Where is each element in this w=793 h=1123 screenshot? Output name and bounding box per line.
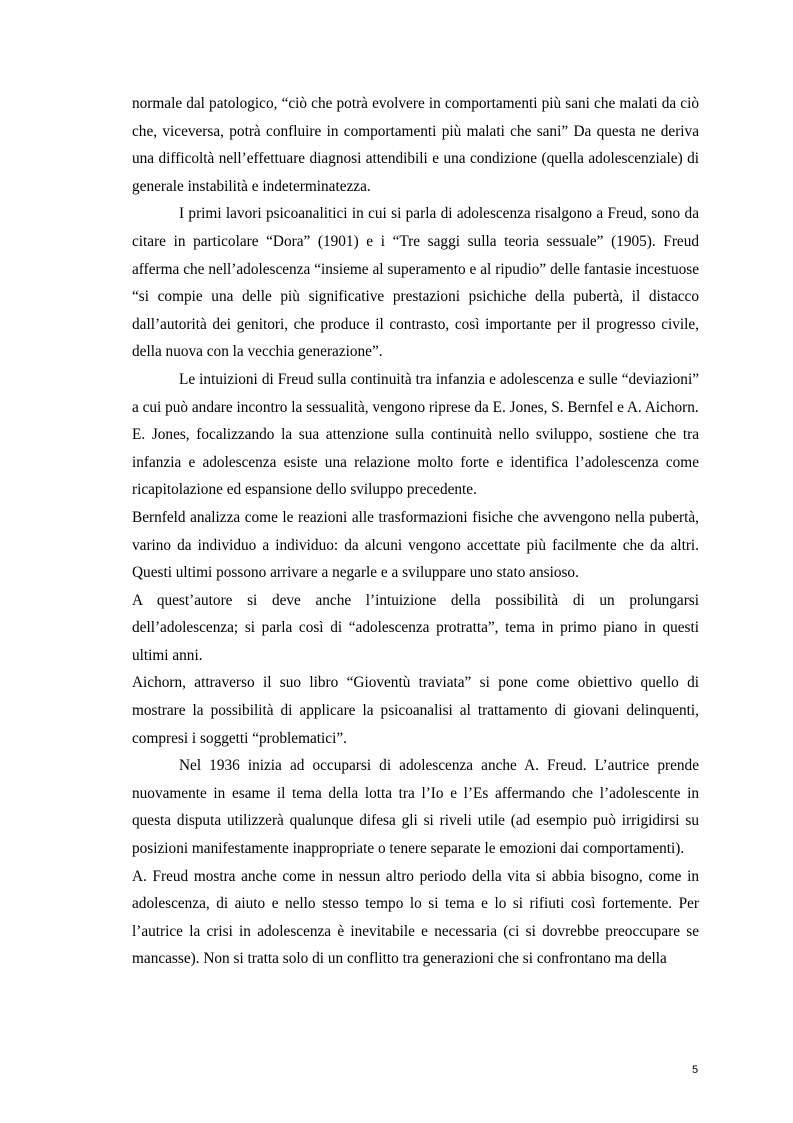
paragraph-adolescenza-protratta: A quest’autore si deve anche l’intuizione della possibilità di un prolungarsi dell’adolescenza; si parla così di “adolescenza protratta”, tema in primo piano in questi ultimi anni. [132,591,699,664]
paragraph-intuizioni-di-freud: Le intuizioni di Freud sulla continuità tra infanzia e adolescenza e sulle “deviazioni” a cui può andare incontro la sessualità, vengono riprese da E. Jones, S. Bernfel e A. Aichorn. [132,370,699,416]
paragraph-e-jones: E. Jones, focalizzando la sua attenzione sulla continuità nello sviluppo, sostiene che tra infanzia e adolescenza esiste una relazione molto forte e identifica l’adolescenza come ricapitolazione ed espansione dello sviluppo precedente. [132,426,699,499]
paragraph-normale-dal-patologico: normale dal patologico, “ciò che potrà evolvere in comportamenti più sani che malati da ciò che, viceversa, potrà confluire in comportamenti più malati che sani” Da questa ne deriva una difficoltà nell’effettuare diagnosi attendibili e una condizione (quella adolescenziale) di generale instabilità e indeterminatezza. [132,95,699,195]
paragraph-primi-lavori-freud: I primi lavori psicoanalitici in cui si parla di adolescenza risalgono a Freud, sono da citare in particolare “Dora” (1901) e i “Tre saggi sulla teoria sessuale” (1905). Freud afferma che nell’adolescenza “insieme al superamento e al ripudio” delle fantasie incestuose “si compie una delle più significative prestazioni psichiche della pubertà, il distacco dall’autorità dei genitori, che produce il contrasto, così importante per il progresso civile, della nuova con la vecchia generazione”. [132,205,699,361]
paragraph-a-freud-crisi: A. Freud mostra anche come in nessun altro periodo della vita si abbia bisogno, come in adolescenza, di aiuto e nello stesso tempo lo si tema e lo si rifiuti così fortemente. Per l’autrice la crisi in adolescenza è inevitabile e necessaria (ci si dovrebbe preoccupare se mancasse). Non si tratta solo di un conflitto tra generazioni che si confrontano ma della [132,867,699,968]
paragraph-a-freud-1936: Nel 1936 inizia ad occuparsi di adolescenza anche A. Freud. L’autrice prende nuovamente in esame il tema della lotta tra l’Io e l’Es affermando che l’adolescente in questa disputa utilizzerà qualunque difesa gli si riveli utile (ad esempio può irrigidirsi su posizioni manifestamente inappropriate o tenere separate le emozioni dai comportamenti). [132,757,699,858]
paragraph-bernfeld: Bernfeld analizza come le reazioni alle trasformazioni fisiche che avvengono nella pubertà, varino da individuo a individuo: da alcuni vengono accettate più facilmente che da altri. Questi ultimi possono arrivare a negarle e a sviluppare uno stato ansioso. [132,508,699,582]
paragraph-aichorn: Aichorn, attraverso il suo libro “Gioventù traviata” si pone come obiettivo quello di mostrare la possibilità di applicare la psicoanalisi al trattamento di giovani delinquenti, compresi i soggetti “problematici”. [132,674,699,747]
page-number: 5 [691,1064,699,1076]
document-body [132,90,699,973]
